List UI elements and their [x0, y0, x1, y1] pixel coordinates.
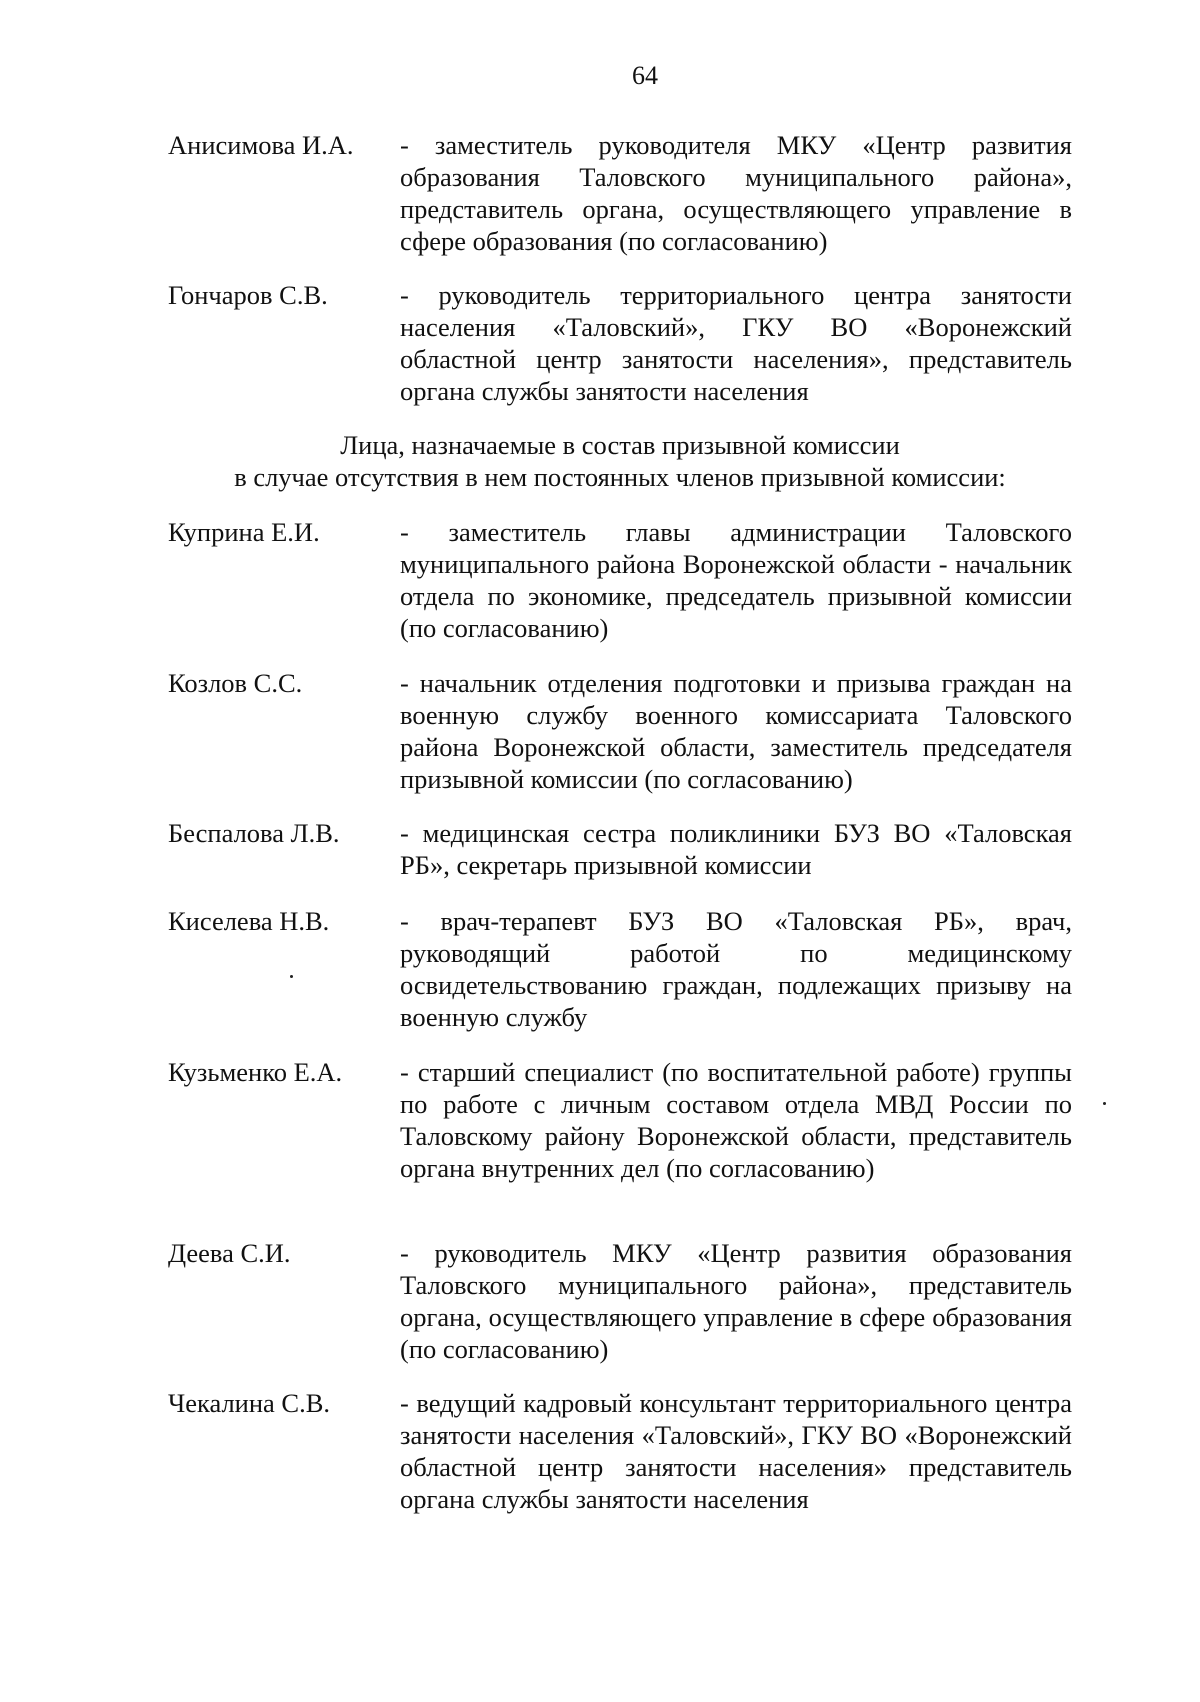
person-name: Деева С.И. [168, 1238, 291, 1268]
person-role: - заместитель руководителя МКУ «Центр развития образования Таловского муниципального района», представитель органа, осуществляющего управление в сфере образования (по согласованию) [400, 130, 1072, 256]
person-name: Чекалина С.В. [168, 1388, 331, 1418]
scan-speck [1103, 1102, 1106, 1105]
person-role: - медицинская сестра поликлиники БУЗ ВО «Таловская РБ», секретарь призывной комиссии [400, 818, 1072, 880]
person-name: Гончаров С.В. [168, 280, 328, 310]
person-role: - руководитель МКУ «Центр развития образования Таловского муниципального района», представитель органа, осуществляющего управление в сфере образования (по согласованию) [400, 1238, 1072, 1364]
person-name: Киселева Н.В. [168, 906, 330, 936]
person-name: Куприна Е.И. [168, 517, 320, 547]
section-heading-line-1: Лица, назначаемые в состав призывной комиссии [340, 430, 900, 460]
person-name: Козлов С.С. [168, 668, 303, 698]
person-role: - руководитель территориального центра занятости населения «Таловский», ГКУ ВО «Воронежский областной центр занятости населения», представитель органа службы занятости населения [400, 280, 1072, 406]
person-role: - врач-терапевт БУЗ ВО «Таловская РБ», врач, руководящий работой по медицинскому освидетельствованию граждан, подлежащих призыву на военную службу [400, 906, 1072, 1032]
person-role: - начальник отделения подготовки и призыва граждан на военную службу военного комиссариата Таловского района Воронежской области, заместитель председателя призывной комиссии (по согласованию) [400, 668, 1072, 794]
person-name: Беспалова Л.В. [168, 818, 340, 848]
person-name: Кузьменко Е.А. [168, 1057, 343, 1087]
person-name: Анисимова И.А. [168, 130, 354, 160]
scan-speck [290, 975, 293, 978]
section-heading-line-2: в случае отсутствия в нем постоянных членов призывной комиссии: [234, 462, 1006, 492]
section-heading [168, 429, 1072, 493]
person-role: - старший специалист (по воспитательной работе) группы по работе с личным составом отдела МВД России по Таловскому району Воронежской области, представитель органа внутренних дел (по согласованию) [400, 1057, 1072, 1183]
person-role: - заместитель главы администрации Таловского муниципального района Воронежской области - начальник отдела по экономике, председатель призывной комиссии (по согласованию) [400, 517, 1072, 643]
page-number: 64 [632, 61, 658, 90]
person-role: - ведущий кадровый консультант территориального центра занятости населения «Таловский», ГКУ ВО «Воронежский областной центр занятости населения» представитель органа службы занятости населения [400, 1388, 1072, 1514]
